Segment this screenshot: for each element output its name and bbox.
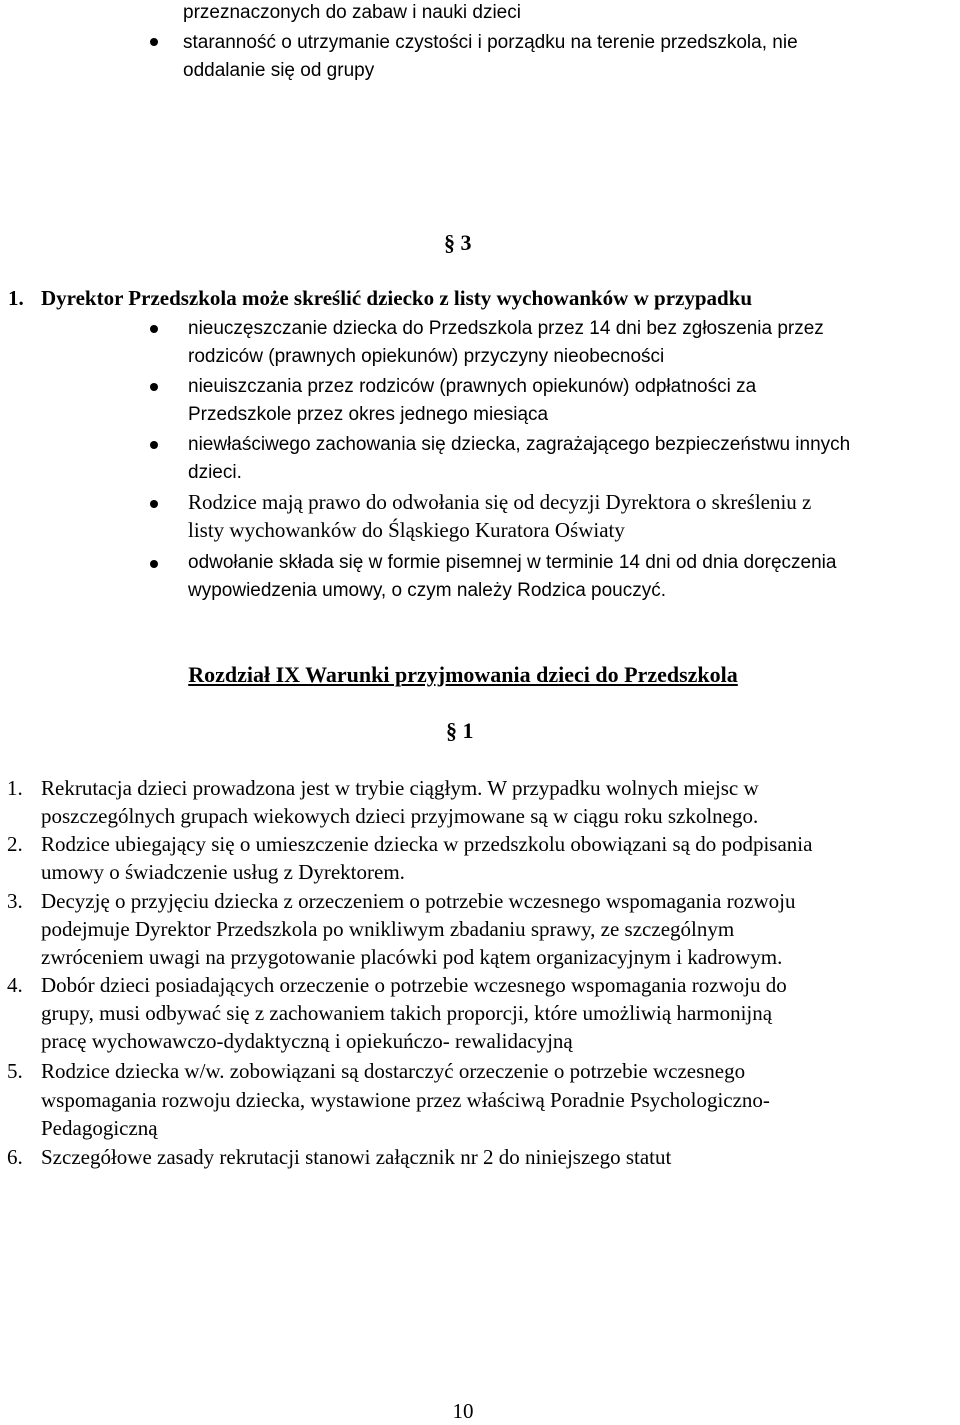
- item-number: 2.: [7, 832, 23, 856]
- bullet-dot: [150, 500, 158, 508]
- section-mark: § 1: [446, 718, 474, 743]
- item-text-line: wspomagania rozwoju dziecka, wystawione przez właściwą Poradnie Psychologiczno-: [41, 1088, 770, 1112]
- bullet-text-line: staranność o utrzymanie czystości i porządku na terenie przedszkola, nie: [183, 32, 798, 53]
- bullet-dot: [150, 560, 158, 568]
- item-number: 1.: [8, 286, 24, 310]
- bullet-text-line: niewłaściwego zachowania się dziecka, zagrażającego bezpieczeństwu innych: [188, 434, 851, 455]
- section-sign-icon: §: [444, 230, 455, 255]
- bullet-text-line: oddalanie się od grupy: [183, 60, 375, 81]
- item-text-line: poszczególnych grupach wiekowych dzieci przyjmowane są w ciągu roku szkolnego.: [41, 804, 759, 828]
- bullet-text-line: wypowiedzenia umowy, o czym należy Rodzica pouczyć.: [188, 580, 667, 601]
- item-text-line: podejmuje Dyrektor Przedszkola po wnikliwym zbadaniu sprawy, ze szczególnym: [41, 917, 735, 941]
- bullet-dot: [150, 441, 158, 449]
- item-text-line: grupy, musi odbywać się z zachowaniem takich proporcji, które umożliwią harmonijną: [41, 1001, 773, 1025]
- bullet-continuation-line: przeznaczonych do zabaw i nauki dzieci: [183, 2, 521, 23]
- item-number: 3.: [7, 889, 23, 913]
- bullet-dot: [150, 38, 158, 46]
- bullet-dot: [150, 383, 158, 391]
- bullet-dot: [150, 325, 158, 333]
- bullet-text-line: listy wychowanków do Śląskiego Kuratora Oświaty: [188, 518, 625, 542]
- bullet-text-line: nieuczęszczanie dziecka do Przedszkola przez 14 dni bez zgłoszenia przez: [188, 318, 824, 339]
- item-text-line: Pedagogiczną: [41, 1116, 158, 1140]
- item-text-line: umowy o świadczenie usług z Dyrektorem.: [41, 860, 405, 884]
- item-text-line: Rodzice ubiegający się o umieszczenie dziecka w przedszkolu obowiązani są do podpisania: [41, 832, 813, 856]
- item-number: 1.: [7, 776, 23, 800]
- section-sign-icon: §: [446, 718, 457, 743]
- bullet-text-line: odwołanie składa się w formie pisemnej w terminie 14 dni od dnia doręczenia: [188, 552, 837, 573]
- section-mark: § 3: [444, 230, 472, 255]
- chapter-title: Rozdział IX Warunki przyjmowania dzieci do Przedszkola: [188, 662, 738, 687]
- item-text-line: pracę wychowawczo-dydaktyczną i opiekuńczo- rewalidacyjną: [41, 1029, 573, 1053]
- bullet-text-line: rodziców (prawnych opiekunów) przyczyny nieobecności: [188, 346, 665, 367]
- bullet-text-line: Przedszkole przez okres jednego miesiąca: [188, 404, 549, 425]
- bullet-text-line: dzieci.: [188, 462, 242, 483]
- bullet-text-line: nieuiszczania przez rodziców (prawnych opiekunów) odpłatności za: [188, 376, 757, 397]
- item-text-line: zwróceniem uwagi na przygotowanie placówki pod kątem organizacyjnym i kadrowym.: [41, 945, 783, 969]
- item-text-line: Szczegółowe zasady rekrutacji stanowi załącznik nr 2 do niniejszego statut: [41, 1145, 672, 1169]
- item-number: 6.: [7, 1145, 23, 1169]
- item-text-line: Rekrutacja dzieci prowadzona jest w trybie ciągłym. W przypadku wolnych miejsc w: [41, 776, 759, 800]
- item-text-line: Decyzję o przyjęciu dziecka z orzeczeniem o potrzebie wczesnego wspomagania rozwoju: [41, 889, 796, 913]
- item-number: 4.: [7, 973, 23, 997]
- bullet-text-line: Rodzice mają prawo do odwołania się od decyzji Dyrektora o skreśleniu z: [188, 490, 812, 514]
- item-text-line: Rodzice dziecka w/w. zobowiązani są dostarczyć orzeczenie o potrzebie wczesnego: [41, 1059, 746, 1083]
- item-number: 5.: [7, 1059, 23, 1083]
- item-text-line: Dobór dzieci posiadających orzeczenie o potrzebie wczesnego wspomagania rozwoju do: [41, 973, 787, 997]
- section-intro: Dyrektor Przedszkola może skreślić dziecko z listy wychowanków w przypadku: [41, 286, 753, 310]
- page-number: 10: [452, 1399, 474, 1423]
